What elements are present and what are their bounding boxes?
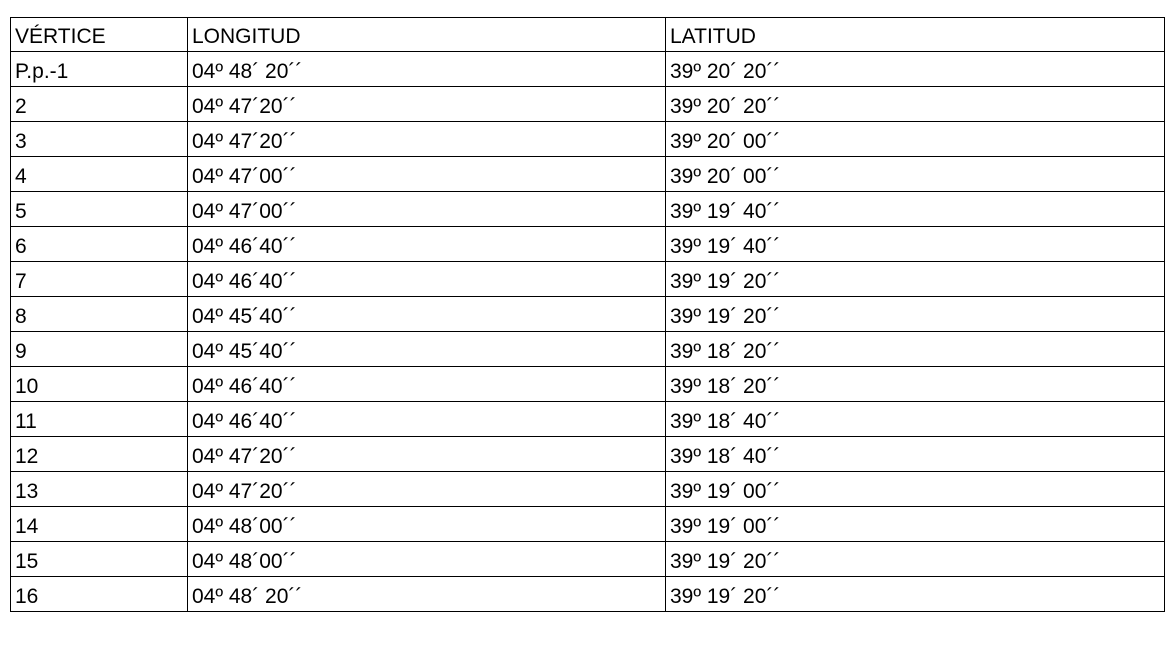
- table-row: [11, 367, 1165, 402]
- table-row: [11, 297, 1165, 332]
- header-latitud: LATITUD: [666, 18, 1165, 52]
- table-row: [11, 227, 1165, 262]
- cell-latitud: 39º 19´ 40´´: [666, 192, 1165, 227]
- cell-latitud: 39º 19´ 00´´: [666, 472, 1165, 507]
- cell-longitud: 04º 46´40´´: [188, 402, 666, 437]
- cell-vertice: 2: [11, 87, 188, 122]
- table-row: [11, 262, 1165, 297]
- cell-longitud: 04º 46´40´´: [188, 262, 666, 297]
- table-row: [11, 542, 1165, 577]
- cell-latitud: 39º 19´ 20´´: [666, 542, 1165, 577]
- table-row: [11, 507, 1165, 542]
- cell-latitud: 39º 20´ 20´´: [666, 87, 1165, 122]
- cell-latitud: 39º 18´ 40´´: [666, 402, 1165, 437]
- cell-longitud: 04º 46´40´´: [188, 367, 666, 402]
- cell-longitud: 04º 47´20´´: [188, 122, 666, 157]
- table-body: [11, 18, 1165, 612]
- coordinates-table: [10, 17, 1165, 612]
- cell-vertice: 4: [11, 157, 188, 192]
- cell-vertice: 6: [11, 227, 188, 262]
- cell-longitud: 04º 46´40´´: [188, 227, 666, 262]
- table-row: [11, 122, 1165, 157]
- cell-latitud: 39º 19´ 20´´: [666, 577, 1165, 612]
- table-header-row: [11, 18, 1165, 52]
- cell-vertice: 14: [11, 507, 188, 542]
- cell-vertice: 10: [11, 367, 188, 402]
- cell-longitud: 04º 45´40´´: [188, 332, 666, 367]
- cell-latitud: 39º 18´ 20´´: [666, 332, 1165, 367]
- cell-longitud: 04º 45´40´´: [188, 297, 666, 332]
- cell-latitud: 39º 20´ 00´´: [666, 122, 1165, 157]
- cell-latitud: 39º 20´ 00´´: [666, 157, 1165, 192]
- cell-longitud: 04º 48´ 20´´: [188, 52, 666, 87]
- cell-latitud: 39º 18´ 40´´: [666, 437, 1165, 472]
- cell-vertice: 16: [11, 577, 188, 612]
- cell-vertice: 5: [11, 192, 188, 227]
- cell-longitud: 04º 48´00´´: [188, 542, 666, 577]
- cell-latitud: 39º 19´ 40´´: [666, 227, 1165, 262]
- cell-longitud: 04º 47´20´´: [188, 472, 666, 507]
- cell-vertice: 13: [11, 472, 188, 507]
- cell-latitud: 39º 18´ 20´´: [666, 367, 1165, 402]
- cell-vertice: 11: [11, 402, 188, 437]
- cell-longitud: 04º 48´ 20´´: [188, 577, 666, 612]
- cell-vertice: 3: [11, 122, 188, 157]
- table-row: [11, 87, 1165, 122]
- cell-vertice: 9: [11, 332, 188, 367]
- cell-vertice: 15: [11, 542, 188, 577]
- cell-latitud: 39º 19´ 20´´: [666, 262, 1165, 297]
- cell-vertice: 7: [11, 262, 188, 297]
- cell-longitud: 04º 47´00´´: [188, 192, 666, 227]
- cell-longitud: 04º 48´00´´: [188, 507, 666, 542]
- table-row: [11, 402, 1165, 437]
- header-vertice: VÉRTICE: [11, 18, 188, 52]
- cell-latitud: 39º 20´ 20´´: [666, 52, 1165, 87]
- cell-latitud: 39º 19´ 00´´: [666, 507, 1165, 542]
- cell-longitud: 04º 47´20´´: [188, 87, 666, 122]
- header-longitud: LONGITUD: [188, 18, 666, 52]
- table-row: [11, 52, 1165, 87]
- table-row: [11, 332, 1165, 367]
- cell-longitud: 04º 47´00´´: [188, 157, 666, 192]
- cell-vertice: 12: [11, 437, 188, 472]
- cell-longitud: 04º 47´20´´: [188, 437, 666, 472]
- table-row: [11, 437, 1165, 472]
- cell-vertice: P.p.-1: [11, 52, 188, 87]
- cell-latitud: 39º 19´ 20´´: [666, 297, 1165, 332]
- table-row: [11, 192, 1165, 227]
- table-row: [11, 472, 1165, 507]
- table-row: [11, 157, 1165, 192]
- cell-vertice: 8: [11, 297, 188, 332]
- table-row: [11, 577, 1165, 612]
